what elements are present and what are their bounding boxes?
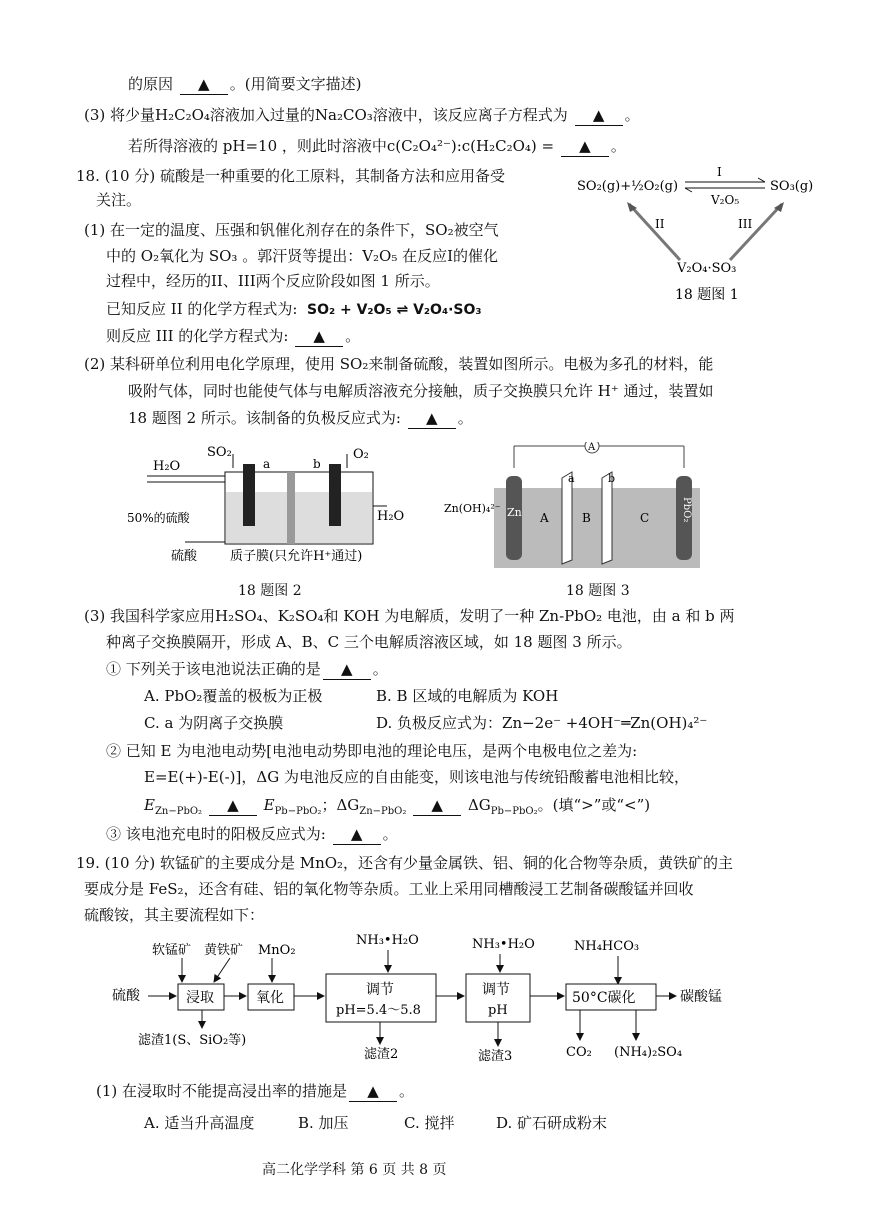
flow-leach: 浸取 [186,990,214,1006]
figure-18-1-cycle [575,164,825,304]
flow-res1: 滤渣1(S、SiO₂等) [138,1033,247,1048]
fig1-bottom-species: V₂O₄·SO₃ [677,261,737,276]
q19-option-c[interactable]: C. 搅拌 [404,1114,455,1132]
flow-nh3a: NH₃•H₂O [356,933,419,948]
flow-adj2a: 调节 [482,982,510,998]
q18-p1-b: 中的 O₂氧化为 SO₃ 。郭汗贤等提出：V₂O₅ 在反应I的催化 [106,247,499,265]
q19-option-a[interactable]: A. 适当升高温度 [144,1114,255,1132]
flow-oxid: 氧化 [256,990,284,1006]
fig1-left-species: SO₂(g)+½O₂(g) [577,179,679,194]
flow-res3: 滤渣3 [478,1049,513,1064]
fig3-zn: Zn [507,506,522,519]
q19-heading-2: 要成分是 FeS₂，还含有硅、铝的氧化物等杂质。工业上采用同槽酸浸工艺制备碳酸锰并回收 [84,880,694,898]
fig2-acid50: 50%的硫酸 [127,511,190,525]
q19-p1: (1) 在浸取时不能提高浸出率的措施是 ▲ 。 [96,1082,415,1100]
q18-heading-2: 关注。 [96,191,142,209]
q18-p2-b: 吸附气体，同时也能使气体与电解质溶液充分接触，质子交换膜只允许 H⁺ 通过，装置如 [128,382,714,400]
figure-18-2-cell [125,442,425,577]
answer-blank[interactable]: ▲ [180,74,228,95]
q18-s2-b: E=E(+)-E(-)]，ΔG 为电池反应的自由能变，则该电池与传统铅酸蓄电池相比较， [144,768,689,786]
flow-adj1a: 调节 [366,982,394,998]
q17-part3: (3) 将少量H₂C₂O₄溶液加入过量的Na₂CO₃溶液中，该反应离子方程式为 ▲ 。 [84,106,640,124]
fig1-caption: 18 题图 1 [675,287,739,303]
q18-p1-a: (1) 在一定的温度、压强和钒催化剂存在的条件下，SO₂被空气 [84,221,499,239]
answer-blank[interactable]: ▲ [575,105,623,126]
q18-p3-b: 种离子交换膜隔开，形成 A、B、C 三个电解质溶液区域，如 18 题图 3 所示。 [106,633,632,651]
q18-p1-e: 则反应 III 的化学方程式为: ▲ 。 [106,327,361,345]
q18-heading: 18. (10 分) 硫酸是一种重要的化工原料，其制备方法和应用备受 [76,167,505,185]
flow-in3: MnO₂ [258,943,296,958]
reaction-ii-equation: SO₂ + V₂O₅ ⇌ V₂O₄·SO₃ [307,302,482,318]
q19-option-b[interactable]: B. 加压 [298,1114,349,1132]
answer-blank[interactable]: ▲ [333,824,381,845]
fig2-a: a [263,457,271,471]
q18-option-b[interactable]: B. B 区域的电解质为 KOH [376,687,559,705]
fig2-membrane: 质子膜(只允许H⁺通过) [230,549,363,564]
flow-co2: CO₂ [566,1045,592,1060]
fig1-right-species: SO₃(g) [770,179,814,194]
fig3-region-c: C [640,511,650,525]
fig3-ammeter: A [588,442,596,453]
fig1-catalyst: V₂O₅ [711,193,740,207]
page-footer: 高二化学学科 第 6 页 共 8 页 [262,1162,447,1178]
fig3-region-a: A [540,511,549,525]
q18-p1-d: 已知反应 II 的化学方程式为: SO₂ + V₂O₅ ⇌ V₂O₄·SO₃ [106,300,482,318]
flow-adj1b: pH=5.4～5.8 [336,1003,421,1018]
flow-in1: 软锰矿 [152,943,192,958]
q18-option-a[interactable]: A. PbO₂覆盖的极板为正极 [144,687,323,705]
q19-option-d[interactable]: D. 矿石研成粉末 [496,1114,608,1132]
q18-s3: ③ 该电池充电时的阳极反应式为: ▲ 。 [106,825,398,843]
q19-heading-3: 硫酸铵，其主要流程如下： [84,906,265,924]
fig1-label-ii: II [655,217,665,231]
fig3-region-b: B [582,511,591,525]
q18-option-d[interactable]: D. 负极反应式为：Zn−2e⁻ +4OH⁻═Zn(OH)₄²⁻ [376,714,708,732]
fig2-so2: SO₂ [207,445,232,460]
q18-s2: ② 已知 E 为电池电动势[电池电动势即电池的理论电压，是两个电极电位之差为: [106,742,638,760]
figure-18-3-battery [444,442,704,574]
fig2-h2o-out: H₂O [377,509,405,524]
flow-product: 碳酸锰 [680,989,722,1005]
flow-adj2b: pH [488,1003,508,1018]
fig2-o2: O₂ [353,447,369,462]
q18-p2-c: 18 题图 2 所示。该制备的负极反应式为: ▲ 。 [128,409,473,427]
answer-blank[interactable]: ▲ [295,326,343,347]
fig3-b: b [608,472,616,485]
flow-nh4so4: (NH₄)₂SO₄ [614,1045,683,1060]
q18-p2-a: (2) 某科研单位利用电化学原理，使用 SO₂来制备硫酸，装置如图所示。电极为多孔的材料，能 [84,355,714,373]
answer-blank[interactable]: ▲ [323,659,371,680]
q18-p3-a: (3) 我国科学家应用H₂SO₄、K₂SO₄和 KOH 为电解质，发明了一种 Zn-PbO₂ 电池，由 a 和 b 两 [84,607,735,625]
q18-option-c[interactable]: C. a 为阴离子交换膜 [144,714,284,732]
fig3-caption-text: 18 题图 3 [566,583,630,599]
q18-s2-compare: $E_{Zn-PbO_2}$ ▲ $E_{Pb-PbO_2}$；$\Delta G_{Zn-PbO_2}$ ▲ $\Delta G_{Pb-PbO_2}$。(填“>”或“<”) [144,796,651,817]
fig1-label-iii: III [738,217,753,231]
answer-blank[interactable]: ▲ [209,795,257,816]
q18-s1: ① 下列关于该电池说法正确的是 ▲ 。 [106,660,388,678]
fig3-a: a [568,472,575,485]
q19-heading: 19. (10 分) 软锰矿的主要成分是 MnO₂，还含有少量金属铁、铝、铜的化合物等杂质，黄铁矿的主 [76,854,734,872]
q19-flowchart [108,928,748,1073]
fig3-pbo2: PbO₂ [681,497,692,523]
fig1-label-i: I [717,165,722,179]
fig2-acid-out: 硫酸 [171,549,198,564]
q17-part3-line2: 若所得溶液的 pH=10 ，则此时溶液中c(C₂O₄²⁻):c(H₂C₂O₄) = ▲ 。 [128,137,626,155]
answer-blank[interactable]: ▲ [413,795,461,816]
answer-blank[interactable]: ▲ [349,1081,397,1102]
flow-nh3b: NH₃•H₂O [472,937,535,952]
fig2-h2o-in: H₂O [153,459,181,474]
fig2-b: b [313,457,321,471]
q17-line1: 的原因 ▲ 。(用简要文字描述) [128,75,362,93]
flow-in2: 黄铁矿 [204,943,244,958]
flow-carb: 50°C碳化 [572,990,636,1006]
q18-p1-c: 过程中，经历的II、III两个反应阶段如图 1 所示。 [106,272,440,290]
flow-nh4hco3: NH₄HCO₃ [574,939,640,954]
answer-blank[interactable]: ▲ [408,408,456,429]
flow-acid: 硫酸 [112,988,140,1004]
flow-res2: 滤渣2 [364,1047,399,1062]
fig3-zn-ion: Zn(OH)₄²⁻ [444,502,501,515]
answer-blank[interactable]: ▲ [561,136,609,157]
fig2-caption-text: 18 题图 2 [238,583,302,599]
